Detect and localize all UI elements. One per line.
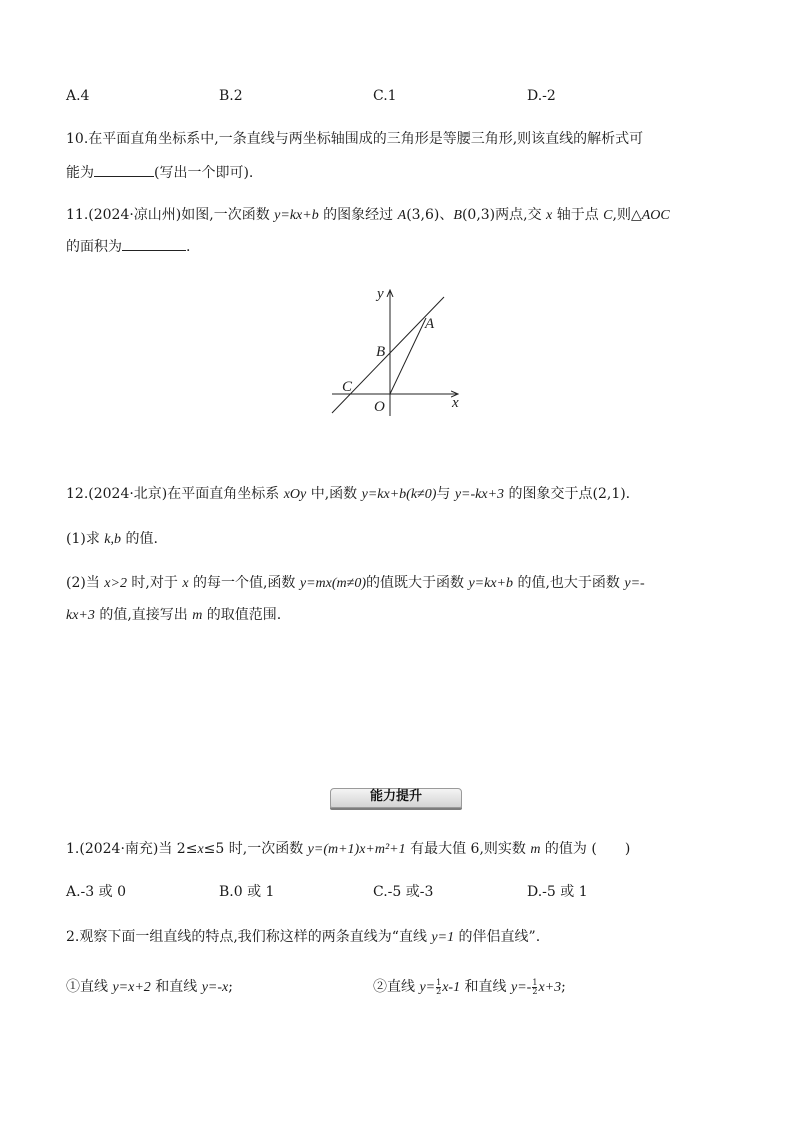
q12-formula-kxb: y=kx+b	[468, 576, 513, 591]
q12-text: 时,对于	[126, 575, 183, 591]
line-ab	[332, 297, 444, 413]
s2-case2-formula2a: y=-	[511, 980, 532, 995]
s2-formula: y=1	[431, 930, 455, 945]
q12-m: m	[192, 608, 203, 623]
s1-x: x	[197, 842, 204, 857]
s1-formula: y=(m+1)x+m²+1	[307, 842, 406, 857]
s2-text: ;	[561, 979, 566, 995]
s2-stem	[66, 927, 540, 948]
s1-option-a: A.-3 或 0	[66, 884, 127, 900]
q12-text: 的每一个值,函数	[188, 575, 300, 591]
s1-option-b: B.0 或 1	[219, 884, 275, 900]
q12-text: 中,函数	[306, 486, 362, 502]
s1-text: ≤5 时,一次函数	[203, 841, 308, 857]
section-title-tab	[330, 788, 462, 808]
q9-option-d: D.-2	[527, 88, 556, 104]
q10-line2	[66, 162, 253, 183]
q12-text: 的值,也大于函数	[513, 575, 625, 591]
s2-text: ①直线	[66, 979, 113, 995]
q12-part2-line1	[66, 573, 645, 594]
q11-suffix: .	[186, 239, 191, 255]
s2-case2-formula1b: x-1	[442, 980, 461, 995]
q12-text: 的值.	[121, 531, 158, 547]
q10-suffix: (写出一个即可).	[154, 165, 254, 181]
q9-option-c: C.1	[373, 88, 397, 104]
q11-line1	[66, 205, 670, 226]
frac-den: 2	[532, 986, 538, 996]
q12-formula-1: y=kx+b(k≠0)	[361, 487, 437, 502]
fraction-half	[436, 979, 441, 996]
q12-kb: k,b	[104, 532, 121, 547]
s1-option-d: D.-5 或 1	[527, 884, 588, 900]
q12-text: 12.(2024·北京)在平面直角坐标系	[66, 486, 284, 502]
s1-option-c: C.-5 或-3	[373, 884, 434, 900]
q12-text: 的图象交于点(2,1).	[504, 486, 631, 502]
q11-text: (0,3)两点,交	[461, 207, 547, 223]
fraction-half	[532, 979, 537, 996]
s2-text: 和直线	[460, 979, 512, 995]
label-a: A	[425, 316, 435, 332]
q11-text: (3,6)、	[406, 207, 454, 223]
label-x: x	[452, 395, 459, 411]
s2-text: ;	[228, 979, 233, 995]
q12-part1	[66, 529, 158, 550]
label-o: O	[374, 399, 385, 415]
q12-text: 与	[436, 486, 455, 502]
s2-text: ②直线	[373, 979, 420, 995]
q11-answer-blank	[122, 236, 186, 251]
q11-x: x	[546, 208, 553, 223]
s1-text: 的值为 ( )	[540, 841, 631, 857]
s2-case2-formula1a: y=	[419, 980, 436, 995]
q12-part2-line2	[66, 605, 281, 626]
label-y: y	[377, 286, 384, 302]
segment-oa	[390, 318, 426, 394]
q11-formula: y=kx+b	[274, 208, 319, 223]
section-title: 能力提升	[369, 789, 422, 804]
frac-num: 1	[436, 977, 442, 987]
label-b: B	[376, 344, 386, 360]
q9-option-b: B.2	[219, 88, 243, 104]
q11-line2	[66, 236, 190, 257]
s1-text: 有最大值 6,则实数	[405, 841, 531, 857]
q12-text: 的取值范围.	[202, 607, 282, 623]
s2-case1	[66, 977, 233, 998]
q10-answer-blank	[94, 162, 154, 177]
q11-point-b: B	[453, 208, 462, 223]
s2-text: 的伴侣直线”.	[454, 929, 541, 945]
q11-text: 的图象经过	[318, 207, 398, 223]
q11-figure	[320, 280, 470, 420]
s1-stem	[66, 839, 630, 860]
q12-condition: x>2	[104, 576, 127, 591]
s2-case2-formula2b: x+3	[538, 980, 562, 995]
q12-formula-3b: kx+3	[66, 608, 95, 623]
s1-m: m	[530, 842, 541, 857]
q11-point-c: C	[603, 208, 613, 223]
q11-text: 轴于点	[552, 207, 604, 223]
label-c: C	[342, 379, 353, 395]
q11-triangle: AOC	[641, 208, 670, 223]
q12-text: 的值既大于函数	[366, 575, 469, 591]
q10-line1: 10.在平面直角坐标系中,一条直线与两坐标轴围成的三角形是等腰三角形,则该直线的解析式可	[66, 131, 644, 147]
q12-formula-2: y=-kx+3	[454, 487, 505, 502]
q12-text: (1)求	[66, 531, 105, 547]
q11-text: ,则△	[612, 207, 642, 223]
s2-case2	[373, 977, 566, 998]
s1-text: 1.(2024·南充)当 2≤	[66, 841, 198, 857]
q12-text: 的值,直接写出	[94, 607, 193, 623]
q12-text: (2)当	[66, 575, 105, 591]
q11-text: 11.(2024·凉山州)如图,一次函数	[66, 207, 275, 223]
q9-option-a: A.4	[66, 88, 90, 104]
s2-case1-formula1: y=x+2	[112, 980, 151, 995]
q12-stem	[66, 484, 630, 505]
s2-text: 和直线	[150, 979, 202, 995]
q12-x: x	[182, 576, 189, 591]
q10-prefix: 能为	[66, 165, 94, 181]
q11-prefix: 的面积为	[66, 239, 122, 255]
frac-num: 1	[532, 977, 538, 987]
q12-formula-3a: y=-	[624, 576, 645, 591]
s2-case1-formula2: y=-x	[201, 980, 229, 995]
q11-point-a: A	[397, 208, 407, 223]
q12-xoy: xOy	[283, 487, 307, 502]
frac-den: 2	[436, 986, 442, 996]
q12-formula-m: y=mx(m≠0)	[299, 576, 366, 591]
s2-text: 2.观察下面一组直线的特点,我们称这样的两条直线为“直线	[66, 929, 432, 945]
